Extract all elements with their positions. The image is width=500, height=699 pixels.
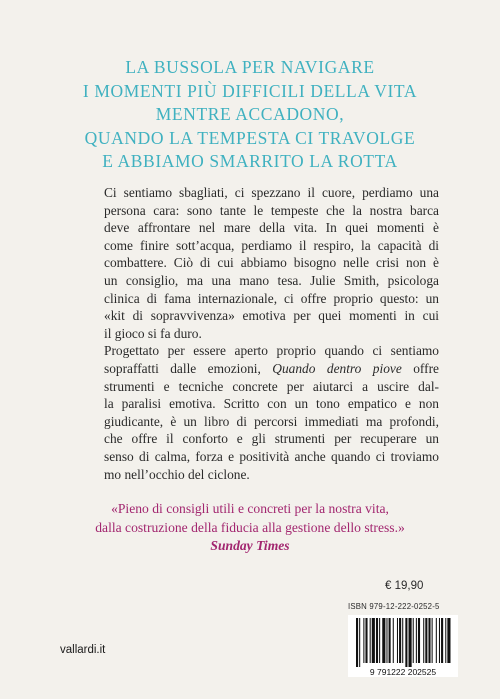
publisher-url: vallardi.it: [60, 644, 106, 656]
barcode-bar: [447, 618, 450, 663]
barcode: [348, 615, 458, 677]
blurb-line: Progettato per essere aperto proprio quando ci sentiamo: [104, 343, 439, 359]
book-title: Quando dentro piove: [272, 360, 402, 376]
blurb-segment: offre: [401, 360, 439, 376]
barcode-bar: [428, 618, 430, 663]
headline-line: QUANDO LA TEMPESTA CI TRAVOLGE: [84, 127, 416, 148]
barcode-bar: [397, 618, 398, 663]
barcode-bar: [436, 618, 437, 663]
blurb-line: «kit di sopravvivenza» emotiva per quei momenti in cui: [104, 308, 439, 324]
blurb-line: combattere. Ciò di cui abbiamo bisogno nelle crisi non è: [104, 255, 439, 271]
barcode-bar: [399, 618, 401, 663]
barcode-bar: [389, 618, 391, 663]
barcode-bar: [386, 618, 387, 663]
headline-line: I MOMENTI PIÙ DIFFICILI DELLA VITA: [82, 80, 418, 101]
quote-line: «Pieno di consigli utili e concreti per la nostra vita,: [111, 501, 389, 516]
barcode-bar: [416, 618, 417, 663]
barcode-bar: [425, 618, 427, 663]
barcode-bar: [409, 618, 412, 667]
quote-source: Sunday Times: [210, 538, 290, 553]
blurb-line: deve affrontare nel mare della vita. In quei momenti è: [104, 220, 439, 236]
blurb-line: un consiglio, ma una mano tesa. Julie Smith, psicologa: [104, 272, 439, 288]
barcode-bar: [439, 618, 440, 663]
blurb-line: strumenti e tecniche concrete per aiutarci a uscire dal-: [104, 378, 439, 394]
barcode-bar: [423, 618, 424, 663]
headline-line: MENTRE ACCADONO,: [155, 104, 345, 124]
barcode-bar: [432, 618, 433, 663]
barcode-bar: [363, 618, 364, 663]
barcode-bar: [402, 618, 403, 663]
review-quote: [20, 500, 480, 556]
barcode-bar: [365, 618, 367, 663]
blurb-line: senso di calma, forza e positività anche quando ci troviamo: [104, 448, 439, 464]
blurb-line: persona cara: sono tante le tempeste che la nostra barca: [104, 202, 439, 218]
barcode-bar: [441, 618, 443, 663]
barcode-digits: 9 791222 202525: [369, 667, 437, 677]
barcode-bar: [382, 618, 385, 663]
blurb-line: giudicante, è un libro di percorsi immediati ma profondi,: [104, 413, 439, 429]
barcode-bar: [376, 618, 378, 663]
blurb-line: come finire sott’acqua, perdiamo il respiro, la capacità di: [104, 237, 439, 253]
headline-line: LA BUSSOLA PER NAVIGARE: [125, 57, 375, 77]
blurb-line: mo nell’occhio del ciclone.: [104, 466, 250, 482]
blurb-line: Ci sentiamo sbagliati, ci spezzano il cuore, perdiamo una: [104, 185, 439, 200]
blurb: [104, 184, 439, 483]
barcode-bars: [348, 615, 458, 677]
barcode-bar: [372, 618, 375, 663]
blurb-line-with-title: [104, 360, 439, 378]
barcode-bar: [356, 618, 358, 667]
blurb-line: il gioco si fa duro.: [104, 325, 202, 341]
isbn-label: ISBN 979-12-222-0252-5: [348, 602, 440, 611]
blurb-line: la paralisi emotiva. Scritto con un tono empatico e non: [104, 396, 439, 412]
blurb-segment: sopraffatti dalle emozioni,: [104, 360, 273, 376]
blurb-line: clinica di fama internazionale, ci offre proprio questo: un: [104, 290, 439, 306]
barcode-bar: [359, 618, 360, 667]
quote-line: dalla costruzione della fiducia alla gestione dello stress.»: [95, 519, 405, 535]
barcode-bar: [405, 618, 407, 667]
barcode-bar: [418, 618, 420, 663]
blurb-line: che offre il conforto e gli strumenti per recuperare un: [104, 431, 439, 447]
headline-line: E ABBIAMO SMARRITO LA ROTTA: [102, 151, 398, 171]
barcode-bar: [379, 618, 380, 663]
barcode-bar: [393, 618, 394, 663]
headline: [20, 56, 480, 174]
barcode-bar: [413, 618, 414, 663]
barcode-bar: [370, 618, 371, 663]
barcode-bar: [445, 618, 446, 663]
price-label: € 19,90: [385, 580, 424, 592]
